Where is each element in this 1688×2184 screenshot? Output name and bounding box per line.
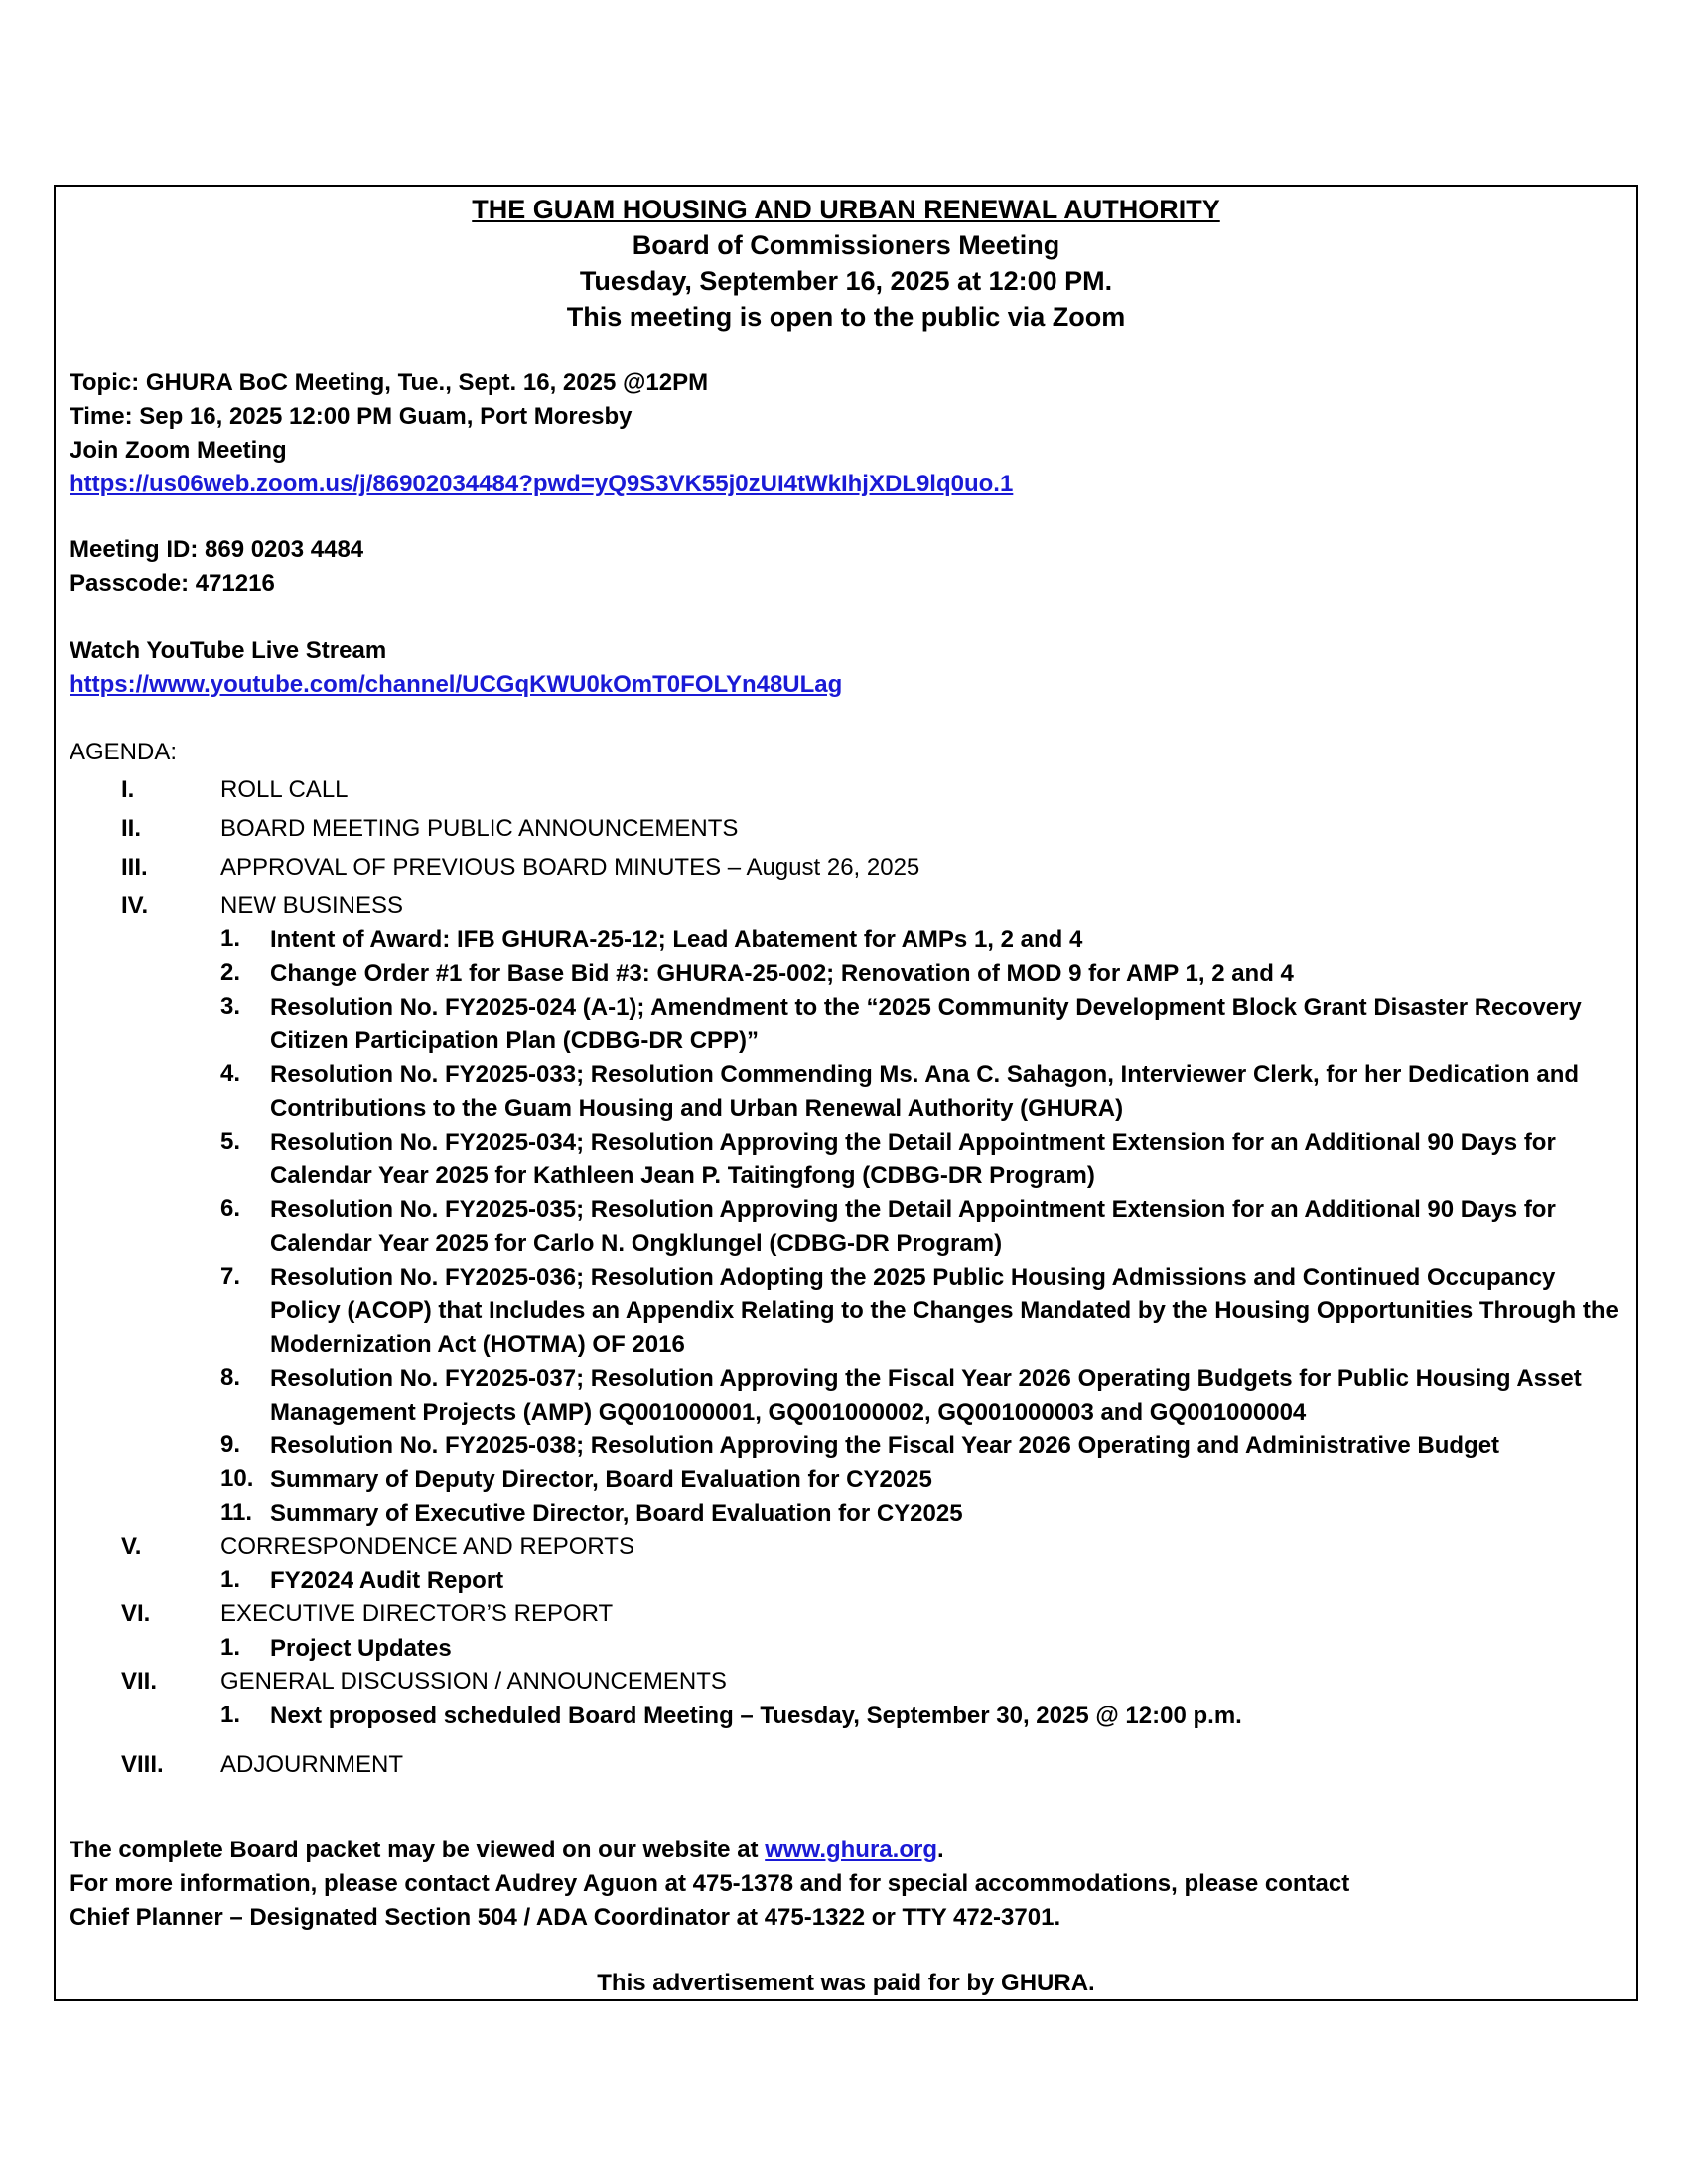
- item-number: 1.: [220, 1567, 241, 1593]
- section-number: VIII.: [121, 1751, 164, 1778]
- section-number: I.: [121, 776, 135, 803]
- agenda-item: Summary of Executive Director, Board Evaluation for CY2025: [270, 1500, 963, 1527]
- item-number: 2.: [220, 959, 241, 986]
- youtube-label: Watch YouTube Live Stream: [70, 637, 387, 664]
- item-number: 6.: [220, 1195, 241, 1222]
- section-number: IV.: [121, 892, 149, 919]
- section-title: ROLL CALL: [220, 776, 349, 803]
- zoom-time: Time: Sep 16, 2025 12:00 PM Guam, Port Moresby: [70, 403, 633, 430]
- agenda-item: Intent of Award: IFB GHURA-25-12; Lead Abatement for AMPs 1, 2 and 4: [270, 926, 1083, 953]
- section-title: CORRESPONDENCE AND REPORTS: [220, 1533, 634, 1560]
- item-number: 1.: [220, 1634, 241, 1661]
- meeting-datetime: Tuesday, September 16, 2025 at 12:00 PM.: [579, 266, 1113, 296]
- item-number: 10.: [220, 1465, 254, 1492]
- agenda-label: AGENDA:: [70, 739, 178, 765]
- notice-frame: [54, 185, 1638, 2001]
- item-number: 4.: [220, 1060, 241, 1087]
- zoom-link[interactable]: https://us06web.zoom.us/j/86902034484?pwd=yQ9S3VK55j0zUI4tWkIhjXDL9lq0uo.1: [70, 471, 1014, 497]
- contact-info-line2: Chief Planner – Designated Section 504 / ADA Coordinator at 475-1322 or TTY 472-3701.: [70, 1904, 1061, 1931]
- item-number: 5.: [220, 1128, 241, 1155]
- zoom-join-label: Join Zoom Meeting: [70, 437, 287, 464]
- item-number: 1.: [220, 925, 241, 952]
- section-title: GENERAL DISCUSSION / ANNOUNCEMENTS: [220, 1668, 727, 1695]
- meeting-id: Meeting ID: 869 0203 4484: [70, 536, 364, 563]
- agenda-item: Resolution No. FY2025-037; Resolution Approving the Fiscal Year 2026 Operating Budgets for Public Housing Asset Management Projects (AMP) GQ001000001, GQ001000002, GQ001000003 and GQ001000004: [270, 1365, 1582, 1426]
- item-number: 1.: [220, 1702, 241, 1728]
- youtube-link[interactable]: https://www.youtube.com/channel/UCGqKWU0kOmT0FOLYn48ULag: [70, 671, 843, 698]
- passcode: Passcode: 471216: [70, 570, 275, 597]
- agenda-item: FY2024 Audit Report: [270, 1568, 504, 1594]
- section-title: NEW BUSINESS: [220, 892, 404, 919]
- item-number: 7.: [220, 1263, 241, 1290]
- section-number: II.: [121, 815, 142, 842]
- item-number: 9.: [220, 1432, 241, 1458]
- zoom-topic: Topic: GHURA BoC Meeting, Tue., Sept. 16, 2025 @12PM: [70, 369, 709, 396]
- meeting-title: Board of Commissioners Meeting: [632, 230, 1060, 260]
- agenda-item: Project Updates: [270, 1635, 452, 1662]
- contact-info-line1: For more information, please contact Audrey Aguon at 475-1378 and for special accommodations, please contact: [70, 1870, 1350, 1897]
- item-number: 3.: [220, 993, 241, 1020]
- packet-note-end: .: [936, 1837, 944, 1863]
- packet-note-text: The complete Board packet may be viewed on our website at: [70, 1837, 766, 1863]
- agenda-item: Summary of Deputy Director, Board Evaluation for CY2025: [270, 1466, 932, 1493]
- agenda-item: Resolution No. FY2025-035; Resolution Approving the Detail Appointment Extension for an Additional 90 Days for Calendar Year 2025 for Carlo N. Ongklungel (CDBG-DR Program): [270, 1196, 1556, 1257]
- agenda-item: Change Order #1 for Base Bid #3: GHURA-25-002; Renovation of MOD 9 for AMP 1, 2 and 4: [270, 960, 1294, 987]
- item-number: 11.: [220, 1499, 253, 1526]
- agenda-item: Resolution No. FY2025-033; Resolution Commending Ms. Ana C. Sahagon, Interviewer Clerk, for her Dedication and Contributions to the Guam Housing and Urban Renewal Authority (GHURA): [270, 1061, 1580, 1122]
- agenda-item: Resolution No. FY2025-034; Resolution Approving the Detail Appointment Extension for an Additional 90 Days for Calendar Year 2025 for Kathleen Jean P. Taitingfong (CDBG-DR Program): [270, 1129, 1556, 1189]
- agenda-item: Next proposed scheduled Board Meeting – Tuesday, September 30, 2025 @ 12:00 p.m.: [270, 1703, 1242, 1729]
- paid-advertisement-note: This advertisement was paid for by GHURA.: [597, 1970, 1095, 1996]
- section-title: APPROVAL OF PREVIOUS BOARD MINUTES – August 26, 2025: [220, 854, 920, 881]
- section-number: VII.: [121, 1668, 158, 1695]
- section-title: EXECUTIVE DIRECTOR’S REPORT: [220, 1600, 614, 1627]
- section-number: VI.: [121, 1600, 151, 1627]
- agenda-item: Resolution No. FY2025-038; Resolution Approving the Fiscal Year 2026 Operating and Administrative Budget: [270, 1433, 1500, 1459]
- section-number: V.: [121, 1533, 142, 1560]
- packet-note: [70, 1835, 944, 1866]
- agenda-item: Resolution No. FY2025-024 (A-1); Amendment to the “2025 Community Development Block Grant Disaster Recovery Citizen Participation Plan (CDBG-DR CPP)”: [270, 994, 1582, 1054]
- agenda-item: Resolution No. FY2025-036; Resolution Adopting the 2025 Public Housing Admissions and Continued Occupancy Policy (ACOP) that Includes an Appendix Relating to the Changes Mandated by the Housing Opportunities Through the Modernization Act (HOTMA) OF 2016: [270, 1264, 1618, 1358]
- section-title: ADJOURNMENT: [220, 1751, 403, 1778]
- org-title: THE GUAM HOUSING AND URBAN RENEWAL AUTHORITY: [472, 195, 1220, 224]
- section-title: BOARD MEETING PUBLIC ANNOUNCEMENTS: [220, 815, 739, 842]
- website-link[interactable]: www.ghura.org: [765, 1837, 937, 1863]
- meeting-access: This meeting is open to the public via Zoom: [566, 302, 1126, 332]
- item-number: 8.: [220, 1364, 241, 1391]
- section-number: III.: [121, 854, 148, 881]
